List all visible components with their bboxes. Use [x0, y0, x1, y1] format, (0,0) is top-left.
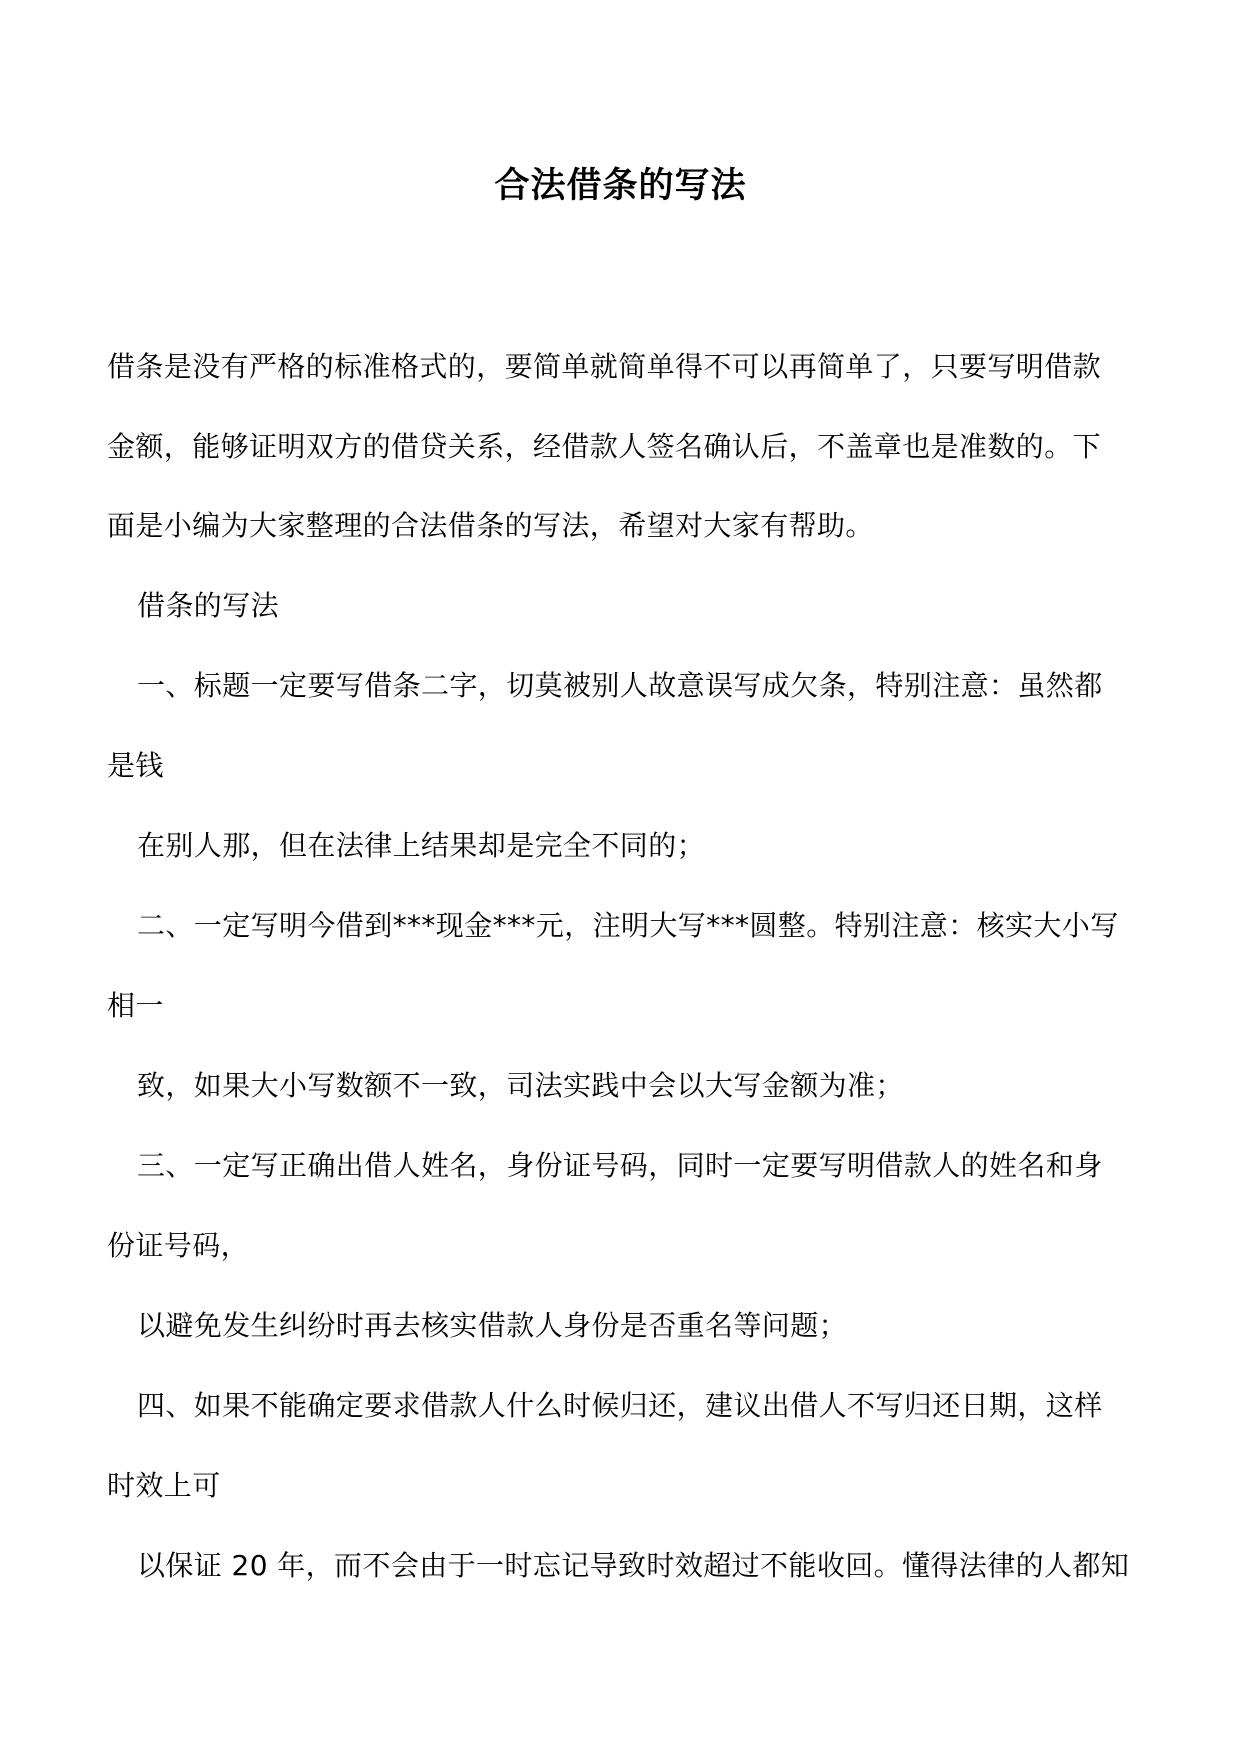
paragraph-line: 以避免发生纠纷时再去核实借款人身份是否重名等问题； [137, 1309, 848, 1342]
paragraph-line: 二、一定写明今借到***现金***元，注明大写***圆整。特别注意：核实大小写 [137, 909, 1119, 942]
paragraph-line: 一、标题一定要写借条二字，切莫被别人故意误写成欠条，特别注意：虽然都 [137, 669, 1103, 702]
paragraph-line: 借条是没有严格的标准格式的，要简单就简单得不可以再简单了，只要写明借款 [107, 350, 1102, 383]
paragraph-line: 份证号码， [107, 1229, 250, 1262]
paragraph-line: 三、一定写正确出借人姓名，身份证号码，同时一定要写明借款人的姓名和身 [137, 1149, 1103, 1182]
section-heading: 借条的写法 [137, 589, 280, 622]
paragraph-line: 四、如果不能确定要求借款人什么时候归还，建议出借人不写归还日期，这样 [137, 1389, 1103, 1422]
paragraph-line: 时效上可 [107, 1469, 221, 1502]
paragraph-line: 在别人那，但在法律上结果却是完全不同的； [137, 829, 706, 862]
paragraph-line: 相一 [107, 989, 164, 1022]
paragraph-line: 是钱 [107, 749, 164, 782]
paragraph-line: 致，如果大小写数额不一致，司法实践中会以大写金额为准； [137, 1069, 904, 1102]
paragraph-line: 面是小编为大家整理的合法借条的写法，希望对大家有帮助。 [107, 509, 874, 542]
document-title: 合法借条的写法 [494, 166, 747, 206]
paragraph-line: 以保证 20 年，而不会由于一时忘记导致时效超过不能收回。懂得法律的人都知 [137, 1549, 1130, 1582]
paragraph-line: 金额，能够证明双方的借贷关系，经借款人签名确认后，不盖章也是准数的。下 [107, 430, 1102, 463]
